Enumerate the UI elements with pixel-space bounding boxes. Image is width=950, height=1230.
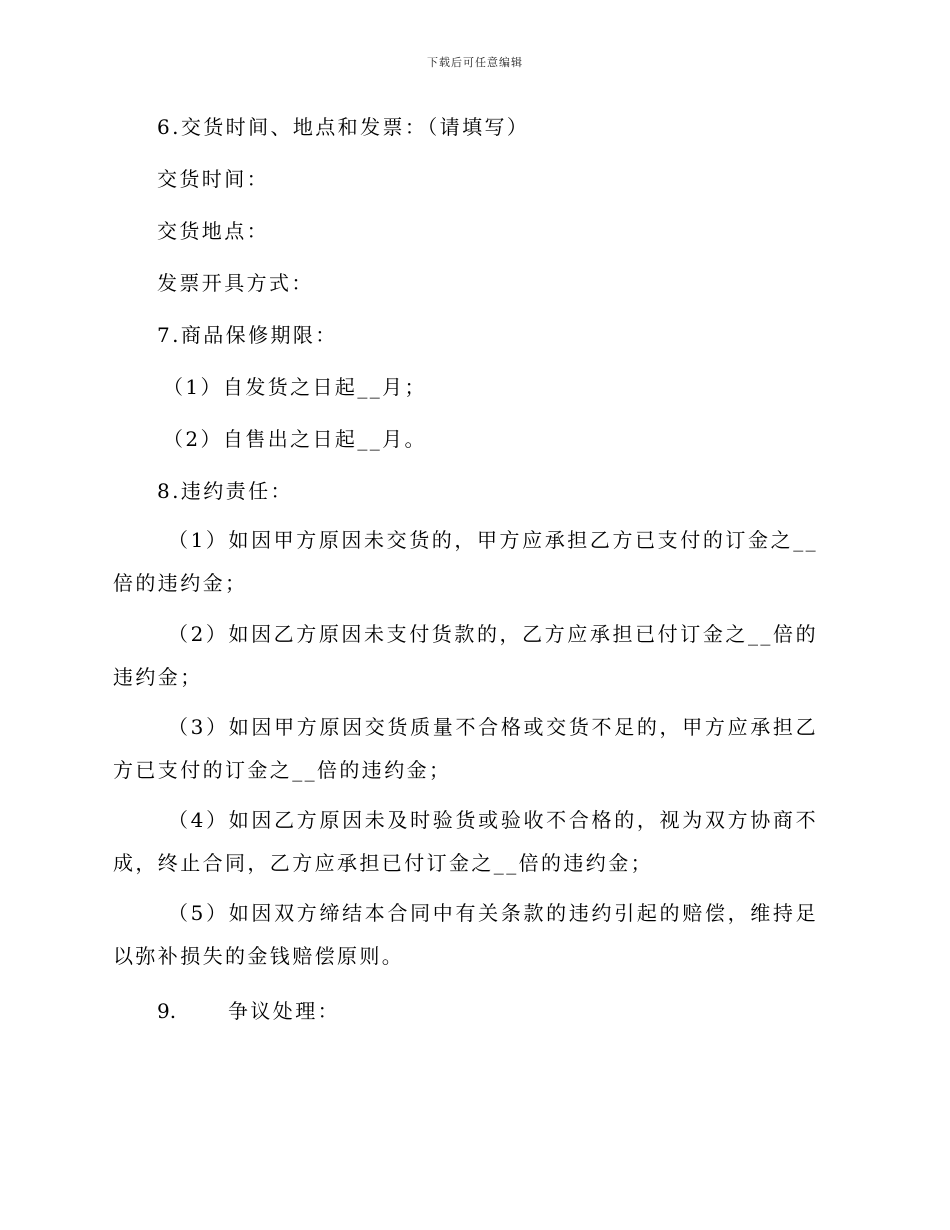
section-8-title: 8.违约责任： [157, 479, 293, 503]
page-header: 下载后可任意编辑 [427, 56, 523, 69]
liability-item-2: （2）如因乙方原因未支付货款的，乙方应承担已付订金之__倍的违约金； [113, 622, 818, 689]
section-7-title: 7.商品保修期限： [157, 323, 338, 347]
warranty-item-2: （2）自售出之日起__月。 [163, 427, 427, 451]
liability-item-3: （3）如因甲方原因交货质量不合格或交货不足的，甲方应承担乙方已支付的订金之__倍的违约金； [113, 715, 818, 782]
warranty-item-1: （1）自发货之日起__月； [163, 375, 427, 399]
delivery-place-label: 交货地点： [157, 219, 269, 243]
invoice-method-label: 发票开具方式： [157, 271, 314, 295]
liability-item-4: （4）如因乙方原因未及时验货或验收不合格的，视为双方协商不成，终止合同，乙方应承担已付订金之__倍的违约金； [113, 808, 818, 875]
liability-item-1: （1）如因甲方原因未交货的，甲方应承担乙方已支付的订金之__倍的违约金； [113, 528, 818, 595]
delivery-time-label: 交货时间： [157, 167, 269, 191]
liability-item-5: （5）如因双方缔结本合同中有关条款的违约引起的赔偿，维持足以弥补损失的金钱赔偿原则。 [113, 901, 818, 968]
section-6-title: 6.交货时间、地点和发票：（请填写） [157, 115, 530, 139]
section-9-number: 9. [157, 999, 177, 1023]
section-9-title: 争议处理： [228, 999, 340, 1023]
